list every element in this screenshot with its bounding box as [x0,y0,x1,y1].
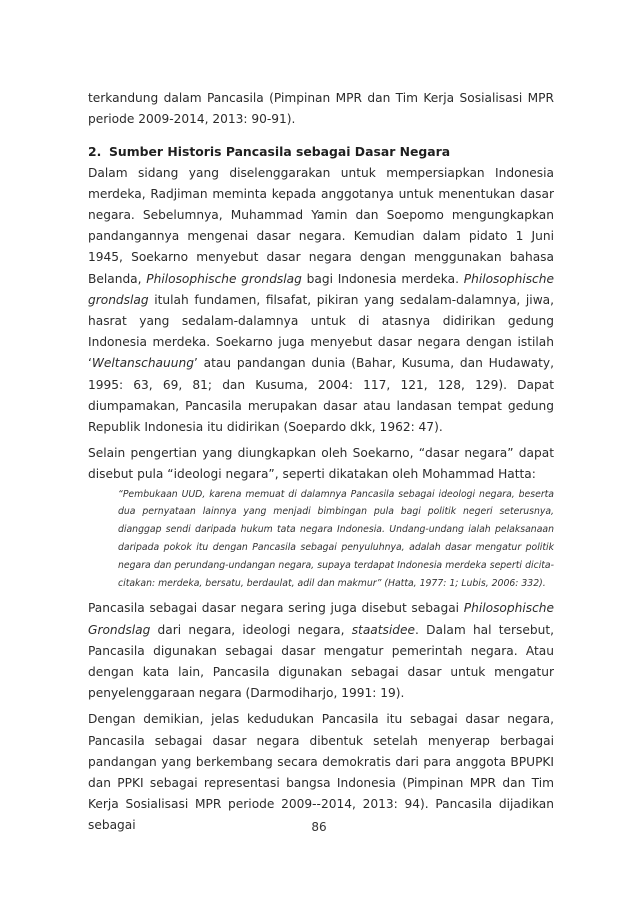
p1-text-a: Dalam sidang yang diselenggarakan untuk mempersiapkan Indonesia merdeka, Radjiman meminta kepada anggotanya untuk menentukan dasar negara. Sebelumnya, Muhammad Yamin dan Soepomo mengungkapkan pandangannya mengenai dasar negara. Kemudian dalam pidato 1 Juni 1945, Soekarno menyebut dasar negara dengan menggunakan bahasa Belanda, [88,165,554,286]
p1-term-philosophische: Philosophische grondslag [146,271,302,286]
page-number: 86 [311,820,327,834]
section-number: 2. [88,144,102,160]
paragraph-4: Dengan demikian, jelas kedudukan Pancasila itu sebagai dasar negara, Pancasila sebagai dasar negara dibentuk setelah menyerap berbagai pandangan yang berkembang secara demokratis dari para anggota BPUPKI dan PPKI sebagai representasi bangsa Indonesia (Pimpinan MPR dan Tim Kerja Sosialisasi MPR periode 2009--2014, 2013: 94). Pancasila dijadikan sebagai [88,712,554,833]
p1-text-g: ’ atau pandangan dunia (Bahar, Kusuma, dan Hudawaty, 1995: 63, 69, 81; dan Kusuma, 2004: 117, 121, 128, 129). Dapat diumpamakan, Pancasila merupakan dasar atau landasan tempat gedung Republik Indonesia itu didirikan (Soepardo dkk, 1962: 47). [88,356,554,435]
hatta-quote: “Pembukaan UUD, karena memuat di dalamnya Pancasila sebagai ideologi negara, beserta dua pernyataan lainnya yang menjadi bimbingan pula bagi politik negeri seterusnya, dianggap sendi daripada hukum tata negara Indonesia. Undang-undang ialah pelaksanaan daripada pokok itu dengan Pancasila sebagai penyuluhnya, adalah dasar mengatur politik negara dan perundang-undangan negara, supaya terdapat Indonesia merdeka seperti dicita-citakan: merdeka, bersatu, berdaulat, adil dan makmur” (Hatta, 1977: 1; Lubis, 2006: 332). [118,488,554,589]
p1-text-e: itulah fundamen, filsafat, pikiran yang sedalam-dalamnya, jiwa, hasrat yang sedalam-dalamnya untuk di atasnya didirikan gedung Indonesia merdeka. Soekarno juga menyebut dasar negara dengan istilah ‘ [88,292,554,371]
p1-term-weltanschauung: Weltanschauung [91,356,194,371]
paragraph-1 [88,163,554,439]
paragraph-2: Selain pengertian yang diungkapkan oleh Soekarno, “dasar negara” dapat disebut pula “ideologi negara”, seperti dikatakan oleh Mohammad Hatta: [88,446,554,482]
p3-text-e: . Dalam hal tersebut, Pancasila digunakan sebagai dasar mengatur pemerintah negara. Atau dengan kata lain, Pancasila digunakan sebagai dasar untuk mengatur penyelenggaraan negara (Darmodiharjo, 1991: 19). [88,622,555,701]
p3-term-grondslag: Philosophische Grondslag [88,601,554,637]
p3-text-c: dari negara, ideologi negara, [150,622,352,637]
p1-text-c: bagi Indonesia merdeka. [301,271,464,286]
p3-text-a: Pancasila sebagai dasar negara sering juga disebut sebagai [88,601,464,616]
page-content [88,88,554,837]
p1-term-philosophische-2: Philosophische grondslag [88,271,554,307]
paragraph-3 [88,598,554,704]
p3-term-staatsidee: staatsidee [351,622,416,637]
intro-paragraph: terkandung dalam Pancasila (Pimpinan MPR dan Tim Kerja Sosialisasi MPR periode 2009-2014, 2013: 90-91). [88,91,554,127]
section-title: Sumber Historis Pancasila sebagai Dasar Negara [109,144,451,160]
section-heading [88,141,554,162]
